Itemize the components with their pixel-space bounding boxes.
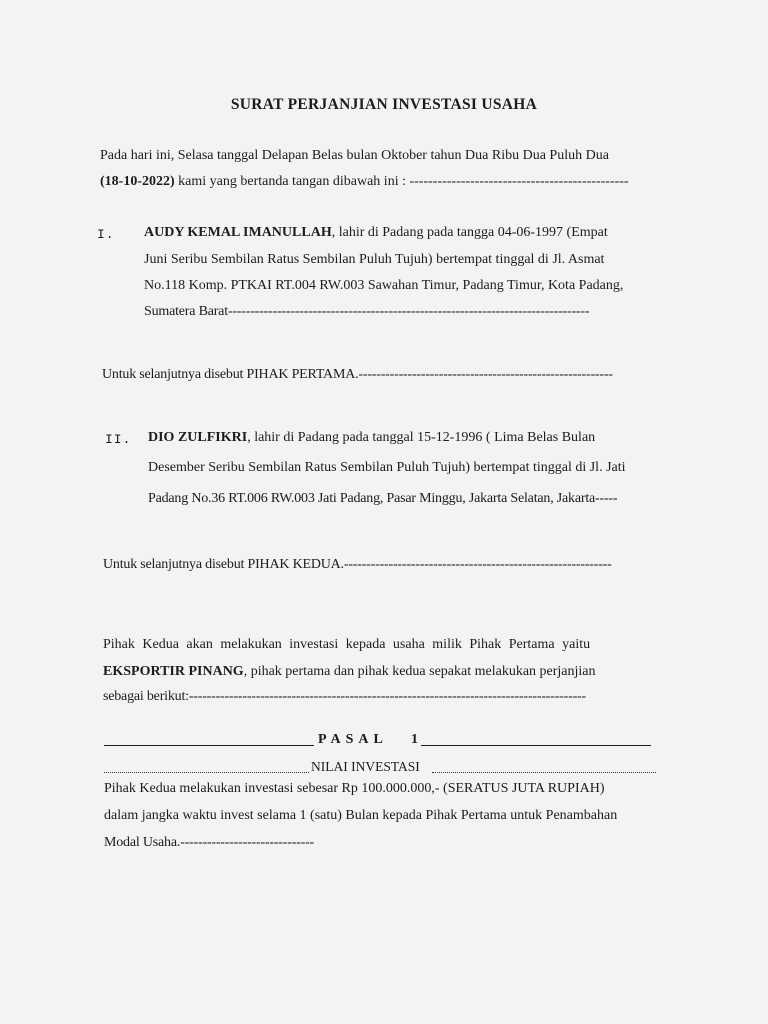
party1-line-2: Juni Seribu Sembilan Ratus Sembilan Puluh Tujuh) bertempat tinggal di Jl. Asmat xyxy=(144,252,605,267)
pasal-body-line-1: Pihak Kedua melakukan investasi sebesar Rp 100.000.000,- (SERATUS JUTA RUPIAH) xyxy=(104,781,605,796)
party1-line-1 xyxy=(144,224,608,242)
pasal-left-rule xyxy=(104,745,314,746)
statement-line-3: sebagai berikut:----------------------------------------------------------------------------------------- xyxy=(103,689,586,704)
pasal-body-line-2: dalam jangka waktu invest selama 1 (satu) Bulan kepada Pihak Pertama untuk Penambahan xyxy=(104,808,618,823)
statement-line-2-rest: , pihak pertama dan pihak kedua sepakat melakukan perjanjian xyxy=(243,664,596,679)
party2-line-2: Desember Seribu Sembilan Ratus Sembilan Puluh Tujuh) bertempat tinggal di Jl. Jati xyxy=(148,460,626,475)
agreement-date: (18-10-2022) xyxy=(100,174,175,189)
pasal-number: 1 xyxy=(411,732,418,747)
party1-marker: I. xyxy=(97,227,115,242)
business-name: EKSPORTIR PINANG xyxy=(103,664,244,679)
intro-line-2-rest: kami yang bertanda tangan dibawah ini : ----------------------------------------------- xyxy=(174,174,629,189)
party2-line-3: Padang No.36 RT.006 RW.003 Jati Padang, Pasar Minggu, Jakarta Selatan, Jakarta----- xyxy=(148,491,618,506)
party1-name: AUDY KEMAL IMANULLAH xyxy=(144,225,332,240)
party2-designation: Untuk selanjutnya disebut PIHAK KEDUA.------------------------------------------------------------ xyxy=(103,557,612,572)
pasal-right-rule xyxy=(421,745,651,746)
pasal-body-line-3: Modal Usaha.------------------------------ xyxy=(104,835,315,850)
pasal-label: PASAL xyxy=(318,732,388,747)
document-title: SURAT PERJANJIAN INVESTASI USAHA xyxy=(230,96,538,113)
heading-right-dots xyxy=(432,772,656,773)
party1-line-4: Sumatera Barat--------------------------------------------------------------------------------- xyxy=(144,304,590,319)
party2-line-1 xyxy=(148,429,595,447)
party1-line-1-rest: , lahir di Padang pada tangga 04-06-1997 (Empat xyxy=(331,225,608,240)
party2-line-1-rest: , lahir di Padang pada tanggal 15-12-1996 ( Lima Belas Bulan xyxy=(247,430,596,445)
party2-marker: II. xyxy=(105,432,132,447)
heading-left-dots xyxy=(104,772,309,773)
party1-designation: Untuk selanjutnya disebut PIHAK PERTAMA.--------------------------------------------------------- xyxy=(102,367,613,382)
pasal-heading: NILAI INVESTASI xyxy=(311,759,420,774)
statement-line-2 xyxy=(103,663,596,681)
intro-line-2 xyxy=(100,173,629,191)
party2-name: DIO ZULFIKRI xyxy=(148,430,248,445)
party1-line-3: No.118 Komp. PTKAI RT.004 RW.003 Sawahan Timur, Padang Timur, Kota Padang, xyxy=(144,278,624,293)
statement-line-1: Pihak Kedua akan melakukan investasi kepada usaha milik Pihak Pertama yaitu xyxy=(103,637,591,652)
intro-line-1: Pada hari ini, Selasa tanggal Delapan Belas bulan Oktober tahun Dua Ribu Dua Puluh Dua xyxy=(100,148,609,163)
